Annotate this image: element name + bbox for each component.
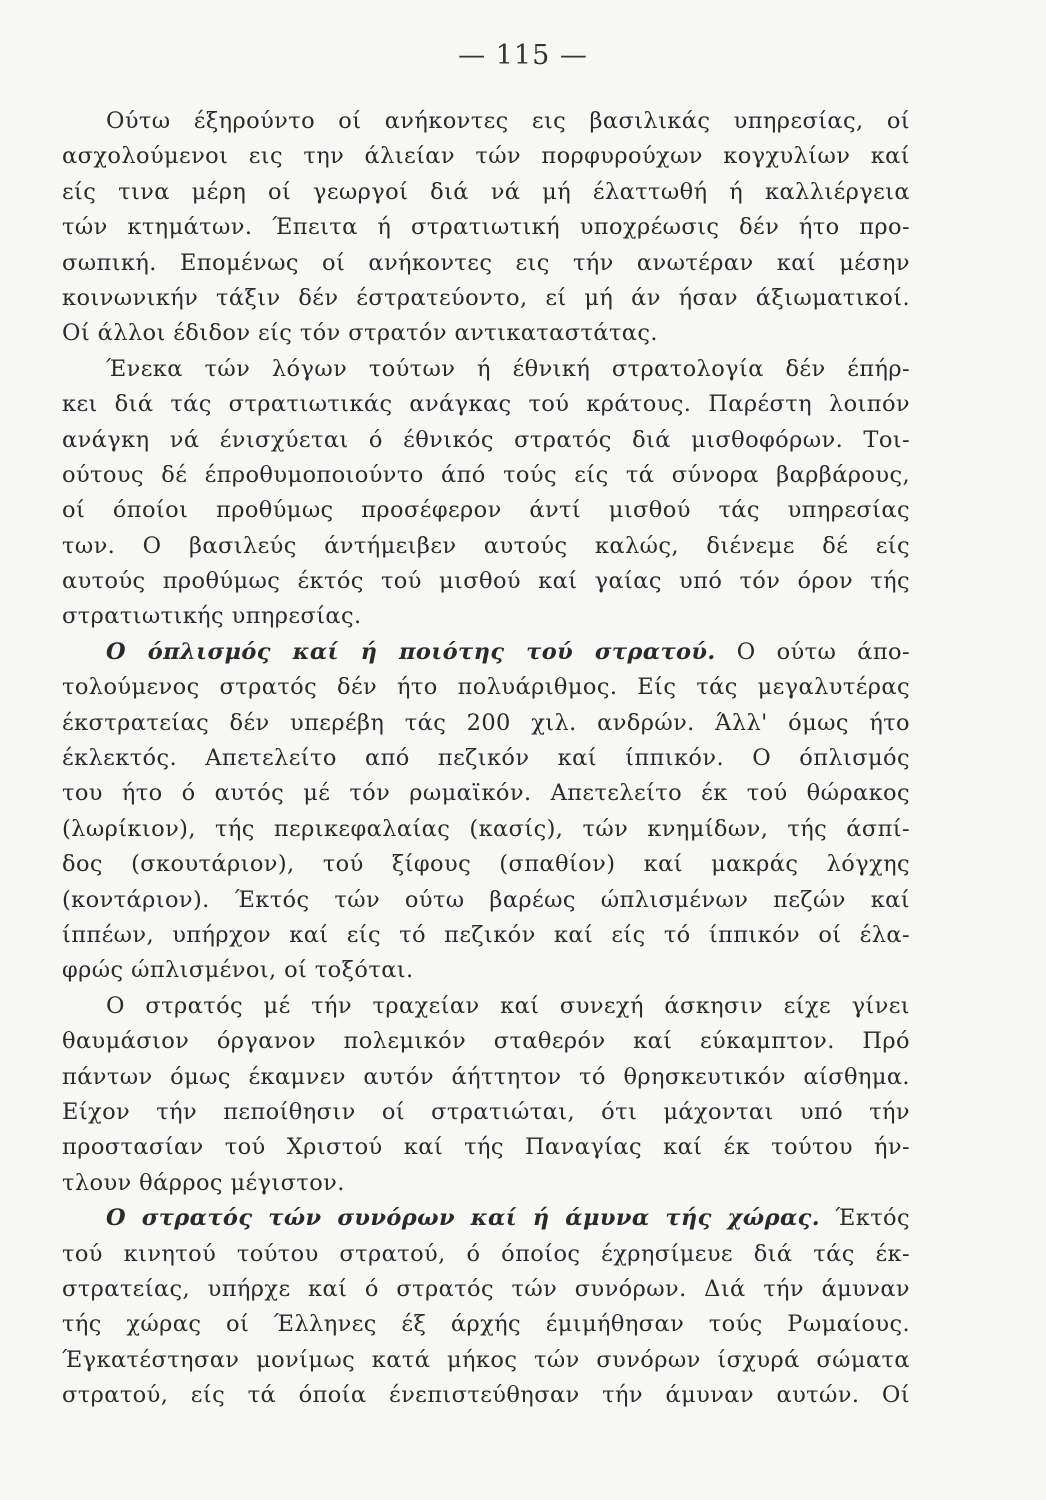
text-line: (κοντάριον). Έκτός τών ούτω βαρέως ώπλισμένων πεζών καί — [62, 886, 910, 913]
text-line: τών κτημάτων. Έπειτα ή στρατιωτική υποχρέωσις δέν ήτο προ- — [62, 214, 910, 241]
paragraph — [62, 352, 910, 635]
text-line: οί όποίοι προθύμως προσέφερον άντί μισθού τάς υπηρεσίας — [62, 497, 910, 524]
text-line: Οί άλλοι έδιδον είς τόν στρατόν αντικαταστάτας. — [62, 320, 658, 347]
text-line: κει διά τάς στρατιωτικάς ανάγκας τού κράτους. Παρέστη λοιπόν — [62, 391, 910, 418]
text-line: στρατιωτικής υπηρεσίας. — [62, 603, 362, 630]
text-line: δος (σκουτάριον), τού ξίφους (σπαθίον) καί μακράς λόγχης — [62, 851, 910, 878]
text-line: Ένεκα τών λόγων τούτων ή έθνική στρατολογία δέν έπήρ- — [106, 355, 910, 382]
text-line: (λωρίκιον), τής περικεφαλαίας (κασίς), τών κνημίδων, τής άσπί- — [62, 815, 910, 842]
text-line: του ήτο ό αυτός μέ τόν ρωμαϊκόν. Απετελείτο έκ τού θώρακος — [62, 780, 910, 807]
text-line: θαυμάσιον όργανον πολεμικόν σταθερόν καί εύκαμπτον. Πρό — [62, 1028, 910, 1055]
text-line: τής χώρας οί Έλληνες έξ άρχής έμιμήθησαν τούς Ρωμαίους. — [62, 1311, 910, 1338]
paragraph — [62, 989, 910, 1201]
text-line: στρατείας, υπήρχε καί ό στρατός τών συνόρων. Διά τήν άμυναν — [62, 1275, 910, 1302]
section-heading: Ο όπλισμός καί ή ποιότης τού στρατού. — [106, 638, 716, 665]
text-line: τλουν θάρρος μέγιστον. — [62, 1169, 345, 1196]
text-line: Ο στρατός μέ τήν τραχείαν καί συνεχή άσκησιν είχε γίνει — [106, 992, 910, 1019]
text-line: των. Ο βασιλεύς άντήμειβεν αυτούς καλώς, διένεμε δέ είς — [62, 532, 910, 559]
heading-continuation: Έκτός — [820, 1205, 910, 1232]
text-line: τού κινητού τούτου στρατού, ό όποίος έχρησίμευε διά τάς έκ- — [62, 1240, 910, 1267]
text-line: ασχολούμενοι εις την άλιείαν τών πορφυρούχων κογχυλίων καί — [62, 143, 910, 170]
text-line: τολούμενος στρατός δέν ήτο πολυάριθμος. Είς τάς μεγαλυτέρας — [62, 674, 910, 701]
paragraph — [62, 1201, 910, 1413]
text-line: αυτούς προθύμως έκτός τού μισθού καί γαίας υπό τόν όρον τής — [62, 568, 910, 595]
text-line: φρώς ώπλισμένοι, οί τοξόται. — [62, 957, 414, 984]
text-line — [62, 635, 910, 670]
text-line: πάντων όμως έκαμνεν αυτόν άήττητον τό θρησκευτικόν αίσθημα. — [62, 1063, 910, 1090]
text-line: στρατού, είς τά όποία ένεπιστεύθησαν τήν άμυναν αυτών. Οί — [62, 1382, 910, 1409]
text-line: ανάγκη νά ένισχύεται ό έθνικός στρατός διά μισθοφόρων. Τοι- — [62, 426, 910, 453]
paragraph — [62, 104, 910, 352]
text-line — [62, 1201, 910, 1236]
text-line: ίππέων, υπήρχον καί είς τό πεζικόν καί είς τό ίππικόν οί έλα- — [62, 921, 910, 948]
text-line: κοινωνικήν τάξιν δέν έστρατεύοντο, εί μή άν ήσαν άξιωματικοί. — [62, 284, 910, 311]
text-line: προστασίαν τού Χριστού καί τής Παναγίας καί έκ τούτου ήν- — [62, 1134, 910, 1161]
text-line: Ούτω έξηρούντο οί ανήκοντες εις βασιλικάς υπηρεσίας, οί — [106, 108, 910, 134]
text-line: ούτους δέ έπροθυμοποιούντο άπό τούς είς τά σύνορα βαρβάρους, — [62, 461, 910, 488]
paragraph — [62, 635, 910, 989]
text-line: Είχον τήν πεποίθησιν οί στρατιώται, ότι μάχονται υπό τήν — [62, 1098, 910, 1125]
text-line: Έγκατέστησαν μονίμως κατά μήκος τών συνόρων ίσχυρά σώματα — [62, 1346, 910, 1373]
text-line: σωπική. Επομένως οί ανήκοντες εις τήν ανωτέραν καί μέσην — [62, 249, 910, 276]
page-number: — 115 — — [458, 40, 588, 71]
section-heading: Ο στρατός τών συνόρων καί ή άμυνα τής χώρας. — [106, 1205, 820, 1232]
heading-continuation: Ο ούτω άπο- — [715, 638, 911, 665]
text-line: έκστρατείας δέν υπερέβη τάς 200 χιλ. ανδρών. Άλλ' όμως ήτο — [62, 709, 910, 736]
text-line: είς τινα μέρη οί γεωργοί διά νά μή έλαττωθή ή καλλιέργεια — [62, 178, 910, 205]
text-line: έκλεκτός. Απετελείτο από πεζικόν καί ίππικόν. Ο όπλισμός — [62, 745, 910, 772]
body-text — [62, 104, 910, 1413]
